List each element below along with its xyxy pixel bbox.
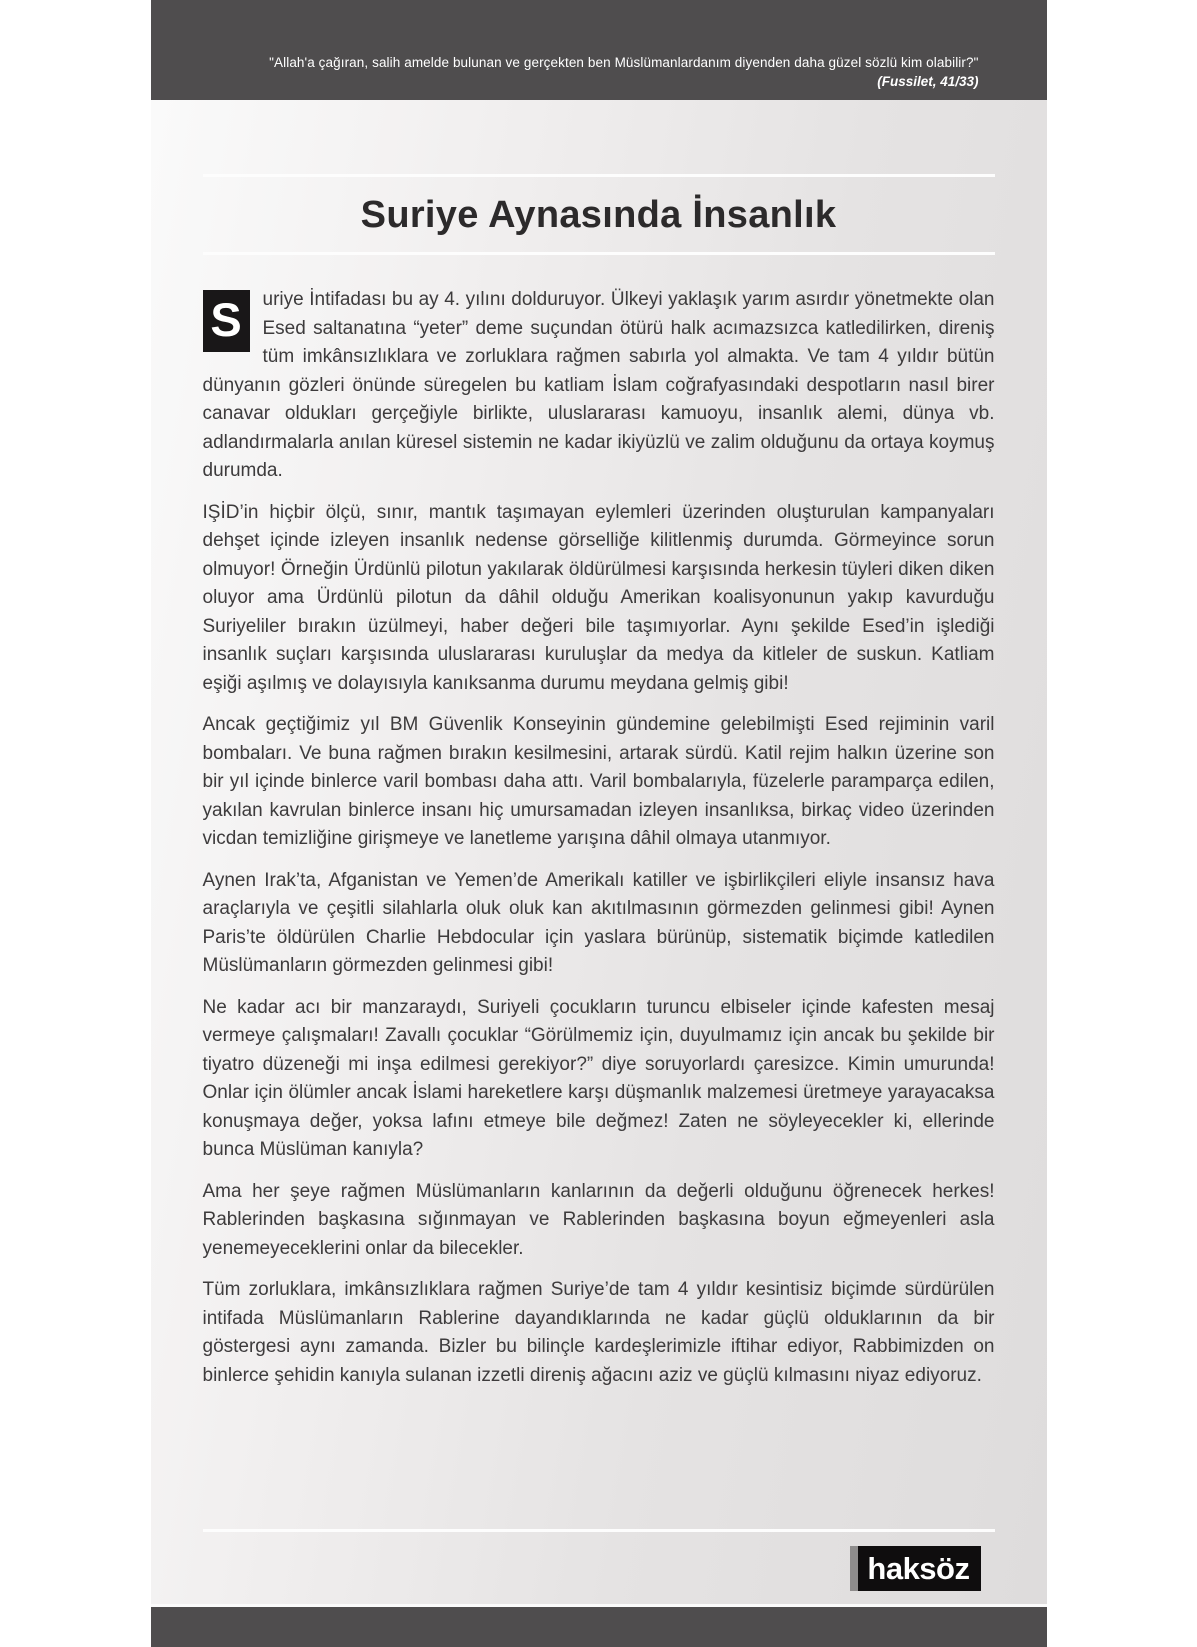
paragraph: Ancak geçtiğimiz yıl BM Güvenlik Konseyinin gündemine gelebilmişti Esed rejiminin varil bombaları. Ve buna rağmen bırakın kesilmesini, artarak sürdü. Katil rejim halkın üzerine son bir yıl içinde binlerce varil bombası daha attı. Varil bombalarıyla, füzelerle paramparça edilen, yakılan kavrulan binlerce insanı hiç umursamadan izleyen insanlıksa, birkaç video üzerinden vicdan temizliğine girişmeye ve lanetleme yarışına dâhil olmaya utanmıyor. [202, 714, 995, 849]
paragraph [203, 286, 995, 486]
title-rule-top [203, 174, 995, 177]
haksoz-logo: haksöz [850, 1546, 980, 1591]
article-title: Suriye Aynasında İnsanlık [360, 194, 837, 236]
header-quote-text: "Allah'a çağıran, salih amelde bulunan ve gerçekten ben Müslümanlardanım diyenden daha güzel sözlü kim olabilir?" [269, 55, 979, 70]
paragraph: IŞİD’in hiçbir ölçü, sınır, mantık taşımayan eylemleri üzerinden oluşturulan kampanyaları dehşet içinde izleyen insanlık nedense görselliğe kilitlenmiş durumda. Görmeyince sorun olmuyor! Örneğin Ürdünlü pilotun yakılarak öldürülmesi karşısında herkesin tüyleri diken diken oluyor ama Ürdünlü pilotun da dâhil olduğu Amerikan koalisyonunun yakıp kavurduğu Suriyeliler bırakın üzülmeyi, haber değeri bile taşımıyorlar. Aynı şekilde Esed’in işlediği insanlık suçları karşısında uluslararası kuruluşlar da medya da kitleler de suskun. Katliam eşiği aşılmış ve dolayısıyla kanıksanma durumu meydana gelmiş gibi! [202, 501, 995, 694]
article-body [203, 286, 995, 1403]
paragraph-text: uriye İntifadası bu ay 4. yılını dolduruyor. Ülkeyi yaklaşık yarım asırdır yönetmekte olan Esed saltanatına “yeter” deme suçundan ötürü halk acımazsızca katledilirken, direniş tüm imkânsızlıklara ve zorluklara rağmen sabırla yol almakta. Ve tam 4 yıldır bütün dünyanın gözleri önünde süregelen bu katliam İslam coğrafyasındaki despotların nasıl birer canavar oldukları gerçeğiyle birlikte, uluslararası kamuoyu, insanlık alemi, dünya vb. adlandırmalarla anılan küresel sistemin ne kadar ikiyüzlü ve zalim olduğunu da ortaya koymuş durumda. [202, 289, 995, 481]
paragraph: Aynen Irak’ta, Afganistan ve Yemen’de Amerikalı katiller ve işbirlikçileri eliyle insansız hava araçlarıyla ve çeşitli silahlarla oluk oluk kan akıtılmasının görmezden gelinmesi gibi! Aynen Paris’te öldürülen Charlie Hebdocular için yaslara bürünüp, sistematik biçimde katledilen Müslümanların görmezden gelinmesi gibi! [202, 869, 995, 976]
paragraph: Tüm zorluklara, imkânsızlıklara rağmen Suriye’de tam 4 yıldır kesintisiz biçimde sürdürülen intifada Müslümanların Rablerine dayandıklarında ne kadar güçlü olduklarının da bir göstergesi aynı zamanda. Bizler bu bilinçle kardeşlerimizle iftihar ediyor, Rabbimizden on binlerce şehidin kanıyla sulanan izzetli direniş ağacını aziz ve güçlü kılmasını niyaz ediyoruz. [202, 1279, 995, 1386]
magazine-page [151, 0, 1047, 1647]
paragraph: Ama her şeye rağmen Müslümanların kanlarının da değerli olduğunu öğrenecek herkes! Rablerinden başkasına sığınmayan ve Rablerinden başkasına boyun eğmeyenleri asla yenemeyeceklerini onlar da bilecekler. [202, 1180, 995, 1259]
footer-logo-block [203, 1529, 995, 1591]
header-quote-source: (Fussilet, 41/33) [877, 74, 979, 89]
article-content [151, 100, 1047, 1604]
paragraph: Ne kadar acı bir manzaraydı, Suriyeli çocukların turuncu elbiseler içinde kafesten mesaj vermeye çalışmaları! Zavallı çocuklar “Görülmemiz için, duyulmamız için ancak bu şekilde bir tiyatro düzeneği mi inşa edilmesi gerekiyor?” diye soruyorlardı çaresizce. Kimin umurunda! Onlar için ölümler ancak İslami hareketlere karşı düşmanlık malzemesi üretmeye yarayacaksa konuşmaya değer, yoksa lafını etmeye bile değmez! Zaten ne söyleyecekler ki, ellerinde bunca Müslüman kanıyla? [202, 996, 995, 1160]
title-rule-bottom [203, 252, 995, 255]
logo-row [203, 1546, 995, 1591]
header-quote-band [151, 0, 1047, 100]
footer-rule [203, 1529, 995, 1532]
footer-band [151, 1604, 1047, 1647]
drop-cap: S [203, 290, 250, 352]
